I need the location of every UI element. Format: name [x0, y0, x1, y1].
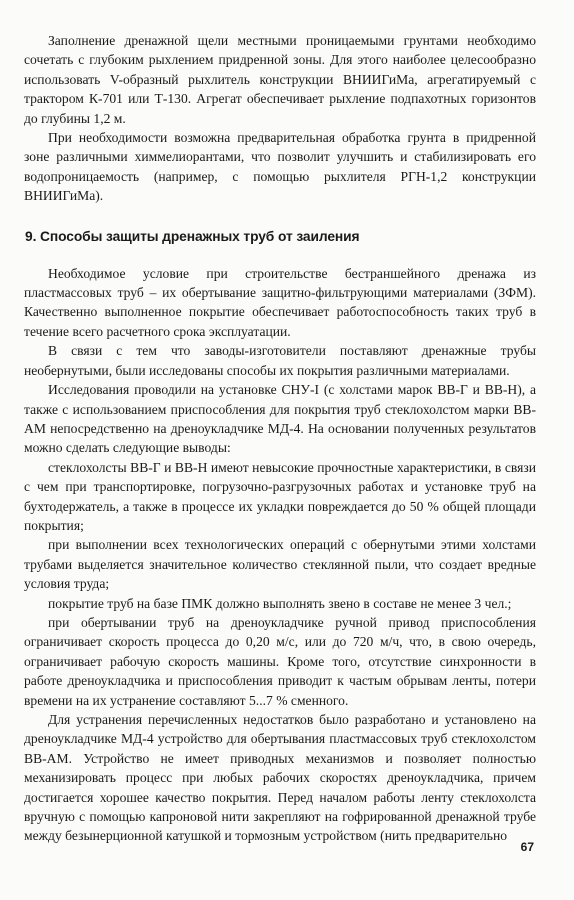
- paragraph-conclusion-strength: стеклохолсты ВВ-Г и ВВ-Н имеют невысокие прочностные характеристики, в связи с чем при транспортировке, погрузочно-разгрузочных работах и установке труб на бухтодержатель, а также в процессе их укладки повреждается до 50 % общей площади покрытия;: [24, 459, 536, 533]
- section-heading: 9. Способы защиты дренажных труб от заиления: [25, 228, 360, 244]
- paragraph-research: Исследования проводили на установке СНУ-I (с холстами марок ВВ-Г и ВВ-Н), а также с использованием приспособления для покрытия труб стеклохолстом марки ВВ-АМ непосредственно на дреноукладчике МД-4. На основании полученных результатов можно сделать следующие выводы:: [24, 382, 536, 456]
- paragraph-drainage-slot: Заполнение дренажной щели местными проницаемыми грунтами необходимо сочетать с глубоким рыхлением придренной зоны. Для этого наиболее целесообразно использовать V-образный рыхлитель конструкции ВНИИГиМа, агрегатируемый с трактором К-701 или Т-130. Агрегат обеспечивает рыхление подпахотных горизонтов до глубины 1,2 м.: [24, 33, 536, 126]
- paragraph-conclusion-speed: при обертывании труб на дреноукладчике ручной привод приспособления ограничивает скорость процесса до 0,20 м/с, или до 720 м/ч, что, в свою очередь, ограничивает рабочую скорость машины. Кроме того, отсутствие синхронности в работе дреноукладчика и приспособления приводит к частым обрывам ленты, потери времени на их устранение составляют 5...7 % сменного.: [24, 614, 536, 708]
- page-number: 67: [520, 840, 534, 854]
- paragraph-conclusion-dust: при выполнении всех технологических операций с обернутыми этими холстами трубами выделяется значительное количество стеклянной пыли, что создает вредные условия труда;: [24, 537, 536, 592]
- paragraph-device: Для устранения перечисленных недостатков было разработано и установлено на дреноукладчике МД-4 устройство для обертывания пластмассовых труб стеклохолстом ВВ-АМ. Устройство не имеет приводных механизмов и позволяет полностью механизировать процесс при любых рабочих скоростях дреноукладчика, причем достигается хорошее качество покрытия. Перед началом работы ленту стеклохолста вручную с помощью капроновой нити закрепляют на гофрированной дренажной трубе между безынерционной катушкой и тормозным устройством (нить предварительно: [24, 712, 536, 844]
- paragraph-unwrapped-pipes: В связи с тем что заводы-изготовители поставляют дренажные трубы необернутыми, были исследованы способы их покрытия различными материалами.: [24, 343, 536, 378]
- paragraph-conclusion-crew: покрытие труб на базе ПМК должно выполнять звено в составе не менее 3 чел.;: [48, 595, 512, 611]
- paragraph-zfm-condition: Необходимое условие при строительстве бестраншейного дренажа из пластмассовых труб – их обертывание защитно-фильтрующими материалами (ЗФМ). Качественно выполненное покрытие обеспечивает работоспособность таких труб в течение всего расчетного срока эксплуатации.: [24, 265, 536, 339]
- paragraph-soil-treatment: При необходимости возможна предварительная обработка грунта в придренной зоне различными химмелиорантами, что позволит улучшить и стабилизировать его водопроницаемость (например, с помощью рыхлителя РГН-1,2 конструкции ВНИИГиМа).: [24, 130, 536, 204]
